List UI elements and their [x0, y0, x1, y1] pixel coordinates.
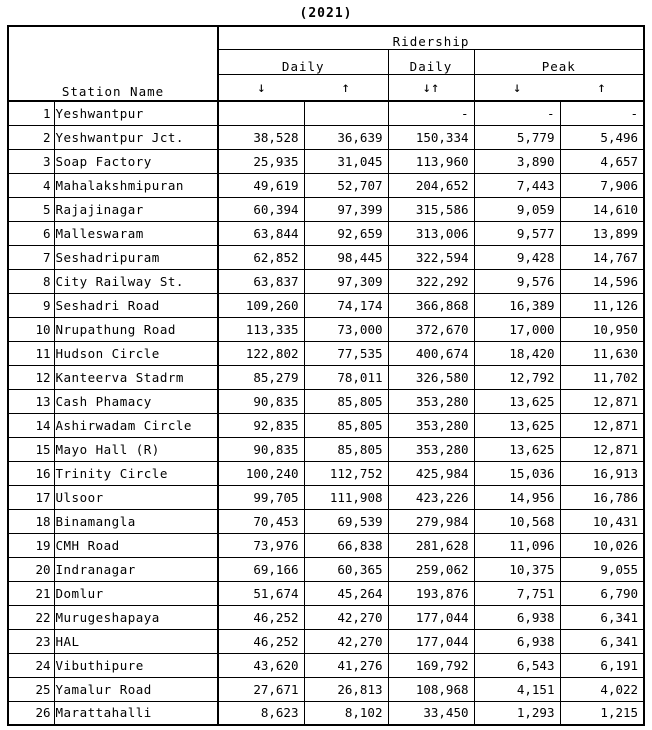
table-row: [8, 365, 644, 389]
peak-up-value: 6,191: [560, 653, 644, 677]
daily-total-header: Daily: [388, 50, 474, 75]
station-name: HAL: [54, 629, 218, 653]
peak-down-value: 14,956: [474, 485, 560, 509]
table-row: [8, 533, 644, 557]
row-number: 20: [8, 557, 54, 581]
station-name: Seshadri Road: [54, 293, 218, 317]
peak-up-value: 13,899: [560, 221, 644, 245]
daily-up-value: 111,908: [304, 485, 388, 509]
peak-down-value: 6,938: [474, 629, 560, 653]
table-row: [8, 509, 644, 533]
peak-down-value: 6,938: [474, 605, 560, 629]
row-number: 16: [8, 461, 54, 485]
station-name: Hudson Circle: [54, 341, 218, 365]
daily-up-value: 92,659: [304, 221, 388, 245]
station-name: Vibuthipure: [54, 653, 218, 677]
daily-down-value: 25,935: [218, 149, 304, 173]
peak-up-value: 11,126: [560, 293, 644, 317]
table-row: [8, 389, 644, 413]
daily-total-value: 193,876: [388, 581, 474, 605]
station-name: Malleswaram: [54, 221, 218, 245]
peak-down-value: 15,036: [474, 461, 560, 485]
station-name: Yeshwantpur Jct.: [54, 125, 218, 149]
daily-down-arrow-icon: ↓: [218, 75, 304, 102]
daily-total-value: 423,226: [388, 485, 474, 509]
row-number: 19: [8, 533, 54, 557]
daily-down-value: 69,166: [218, 557, 304, 581]
row-number: 10: [8, 317, 54, 341]
row-number: 5: [8, 197, 54, 221]
daily-down-value: 100,240: [218, 461, 304, 485]
peak-up-value: 11,702: [560, 365, 644, 389]
row-number: 7: [8, 245, 54, 269]
peak-down-value: 13,625: [474, 389, 560, 413]
daily-up-value: 78,011: [304, 365, 388, 389]
peak-up-value: 9,055: [560, 557, 644, 581]
peak-down-value: 10,568: [474, 509, 560, 533]
table-row: [8, 413, 644, 437]
daily-total-value: 366,868: [388, 293, 474, 317]
daily-up-value: 85,805: [304, 389, 388, 413]
peak-down-value: 7,751: [474, 581, 560, 605]
table-row: [8, 125, 644, 149]
peak-up-value: 12,871: [560, 413, 644, 437]
daily-up-value: 26,813: [304, 677, 388, 701]
peak-up-value: 10,431: [560, 509, 644, 533]
peak-up-value: 14,767: [560, 245, 644, 269]
daily-total-value: 177,044: [388, 629, 474, 653]
daily-up-value: 42,270: [304, 629, 388, 653]
daily-up-value: 73,000: [304, 317, 388, 341]
row-number: 11: [8, 341, 54, 365]
daily-down-value: 90,835: [218, 437, 304, 461]
station-name: Marattahalli: [54, 701, 218, 725]
peak-up-value: 7,906: [560, 173, 644, 197]
peak-down-value: 9,576: [474, 269, 560, 293]
daily-up-value: 112,752: [304, 461, 388, 485]
peak-down-value: 3,890: [474, 149, 560, 173]
daily-down-value: 49,619: [218, 173, 304, 197]
peak-up-value: 5,496: [560, 125, 644, 149]
daily-down-value: 43,620: [218, 653, 304, 677]
table-row: [8, 605, 644, 629]
daily-total-value: 322,292: [388, 269, 474, 293]
daily-down-value: 46,252: [218, 629, 304, 653]
daily-up-value: 98,445: [304, 245, 388, 269]
table-row: [8, 173, 644, 197]
station-name-header: Station Name: [8, 26, 218, 101]
station-name: City Railway St.: [54, 269, 218, 293]
daily-up-value: 97,309: [304, 269, 388, 293]
row-number: 8: [8, 269, 54, 293]
daily-up-value: 31,045: [304, 149, 388, 173]
row-number: 26: [8, 701, 54, 725]
row-number: 23: [8, 629, 54, 653]
daily-down-value: [218, 101, 304, 125]
row-number: 21: [8, 581, 54, 605]
daily-total-value: 33,450: [388, 701, 474, 725]
table-row: [8, 653, 644, 677]
table-row: [8, 629, 644, 653]
station-name: Domlur: [54, 581, 218, 605]
table-row: [8, 677, 644, 701]
daily-total-value: 169,792: [388, 653, 474, 677]
peak-up-value: 14,610: [560, 197, 644, 221]
row-number: 4: [8, 173, 54, 197]
daily-down-value: 8,623: [218, 701, 304, 725]
station-name: Rajajinagar: [54, 197, 218, 221]
daily-down-value: 90,835: [218, 389, 304, 413]
peak-down-value: -: [474, 101, 560, 125]
daily-both-arrows-icon: ↓↑: [388, 75, 474, 102]
daily-up-value: 74,174: [304, 293, 388, 317]
daily-down-value: 63,844: [218, 221, 304, 245]
peak-up-value: 4,022: [560, 677, 644, 701]
daily-down-value: 122,802: [218, 341, 304, 365]
table-row: [8, 245, 644, 269]
station-name: Soap Factory: [54, 149, 218, 173]
peak-up-value: -: [560, 101, 644, 125]
station-name: Murugeshapaya: [54, 605, 218, 629]
table-row: [8, 437, 644, 461]
peak-down-value: 13,625: [474, 413, 560, 437]
peak-up-value: 10,026: [560, 533, 644, 557]
daily-total-value: 313,006: [388, 221, 474, 245]
daily-total-value: 353,280: [388, 413, 474, 437]
station-name: Mayo Hall (R): [54, 437, 218, 461]
daily-up-value: [304, 101, 388, 125]
daily-up-value: 8,102: [304, 701, 388, 725]
table-row: [8, 293, 644, 317]
station-name: Trinity Circle: [54, 461, 218, 485]
peak-down-value: 10,375: [474, 557, 560, 581]
daily-total-value: 113,960: [388, 149, 474, 173]
daily-down-value: 85,279: [218, 365, 304, 389]
daily-down-value: 99,705: [218, 485, 304, 509]
daily-total-value: 326,580: [388, 365, 474, 389]
table-caption: (2021): [299, 6, 353, 21]
table-body: [8, 101, 644, 725]
station-name: Nrupathung Road: [54, 317, 218, 341]
daily-down-value: 113,335: [218, 317, 304, 341]
daily-total-value: 108,968: [388, 677, 474, 701]
daily-total-value: 150,334: [388, 125, 474, 149]
ridership-table: [7, 25, 645, 726]
table-row: [8, 317, 644, 341]
peak-up-value: 1,215: [560, 701, 644, 725]
table-row: [8, 581, 644, 605]
table-row: [8, 461, 644, 485]
peak-header: Peak: [474, 50, 644, 75]
station-name: Binamangla: [54, 509, 218, 533]
ridership-header: Ridership: [218, 26, 644, 50]
daily-total-value: 279,984: [388, 509, 474, 533]
row-number: 18: [8, 509, 54, 533]
peak-up-value: 14,596: [560, 269, 644, 293]
daily-up-value: 85,805: [304, 437, 388, 461]
station-name: Ashirwadam Circle: [54, 413, 218, 437]
peak-down-value: 6,543: [474, 653, 560, 677]
daily-total-value: -: [388, 101, 474, 125]
table-row: [8, 701, 644, 725]
peak-down-value: 11,096: [474, 533, 560, 557]
daily-up-value: 85,805: [304, 413, 388, 437]
daily-total-value: 353,280: [388, 389, 474, 413]
station-name: CMH Road: [54, 533, 218, 557]
station-name: Ulsoor: [54, 485, 218, 509]
daily-down-value: 38,528: [218, 125, 304, 149]
peak-down-value: 1,293: [474, 701, 560, 725]
daily-total-value: 177,044: [388, 605, 474, 629]
table-row: [8, 485, 644, 509]
table-row: [8, 341, 644, 365]
peak-down-value: 16,389: [474, 293, 560, 317]
daily-down-value: 92,835: [218, 413, 304, 437]
daily-down-value: 109,260: [218, 293, 304, 317]
table-header: [8, 26, 644, 101]
daily-up-value: 45,264: [304, 581, 388, 605]
daily-total-value: 281,628: [388, 533, 474, 557]
row-number: 25: [8, 677, 54, 701]
daily-up-value: 77,535: [304, 341, 388, 365]
row-number: 14: [8, 413, 54, 437]
peak-down-value: 9,428: [474, 245, 560, 269]
daily-directional-header: Daily: [218, 50, 388, 75]
peak-up-value: 12,871: [560, 437, 644, 461]
daily-total-value: 204,652: [388, 173, 474, 197]
row-number: 2: [8, 125, 54, 149]
peak-up-value: 4,657: [560, 149, 644, 173]
peak-down-value: 5,779: [474, 125, 560, 149]
row-number: 12: [8, 365, 54, 389]
station-name: Mahalakshmipuran: [54, 173, 218, 197]
daily-total-value: 425,984: [388, 461, 474, 485]
daily-total-value: 372,670: [388, 317, 474, 341]
daily-up-arrow-icon: ↑: [304, 75, 388, 102]
row-number: 17: [8, 485, 54, 509]
station-name: Yeshwantpur: [54, 101, 218, 125]
table-row: [8, 221, 644, 245]
peak-down-arrow-icon: ↓: [474, 75, 560, 102]
station-name: Yamalur Road: [54, 677, 218, 701]
daily-up-value: 52,707: [304, 173, 388, 197]
peak-up-arrow-icon: ↑: [560, 75, 644, 102]
table-row: [8, 197, 644, 221]
peak-down-value: 9,059: [474, 197, 560, 221]
station-name: Cash Phamacy: [54, 389, 218, 413]
table-row: [8, 101, 644, 125]
row-number: 9: [8, 293, 54, 317]
peak-down-value: 12,792: [474, 365, 560, 389]
daily-total-value: 322,594: [388, 245, 474, 269]
daily-up-value: 42,270: [304, 605, 388, 629]
daily-down-value: 63,837: [218, 269, 304, 293]
station-name: Seshadripuram: [54, 245, 218, 269]
row-number: 1: [8, 101, 54, 125]
row-number: 13: [8, 389, 54, 413]
daily-down-value: 51,674: [218, 581, 304, 605]
peak-down-value: 4,151: [474, 677, 560, 701]
peak-up-value: 6,341: [560, 629, 644, 653]
peak-up-value: 11,630: [560, 341, 644, 365]
daily-up-value: 60,365: [304, 557, 388, 581]
station-name: Indranagar: [54, 557, 218, 581]
daily-up-value: 97,399: [304, 197, 388, 221]
daily-total-value: 315,586: [388, 197, 474, 221]
daily-up-value: 69,539: [304, 509, 388, 533]
station-name: Kanteerva Stadrm: [54, 365, 218, 389]
row-number: 24: [8, 653, 54, 677]
daily-down-value: 27,671: [218, 677, 304, 701]
daily-total-value: 353,280: [388, 437, 474, 461]
peak-up-value: 12,871: [560, 389, 644, 413]
daily-down-value: 73,976: [218, 533, 304, 557]
daily-up-value: 41,276: [304, 653, 388, 677]
table-row: [8, 557, 644, 581]
peak-down-value: 17,000: [474, 317, 560, 341]
row-number: 15: [8, 437, 54, 461]
row-number: 22: [8, 605, 54, 629]
peak-up-value: 16,786: [560, 485, 644, 509]
daily-up-value: 36,639: [304, 125, 388, 149]
daily-down-value: 46,252: [218, 605, 304, 629]
peak-up-value: 6,341: [560, 605, 644, 629]
table-row: [8, 149, 644, 173]
row-number: 6: [8, 221, 54, 245]
daily-total-value: 400,674: [388, 341, 474, 365]
peak-down-value: 18,420: [474, 341, 560, 365]
row-number: 3: [8, 149, 54, 173]
daily-up-value: 66,838: [304, 533, 388, 557]
daily-total-value: 259,062: [388, 557, 474, 581]
peak-down-value: 9,577: [474, 221, 560, 245]
daily-down-value: 62,852: [218, 245, 304, 269]
table-row: [8, 269, 644, 293]
peak-up-value: 10,950: [560, 317, 644, 341]
peak-up-value: 6,790: [560, 581, 644, 605]
daily-down-value: 60,394: [218, 197, 304, 221]
peak-down-value: 7,443: [474, 173, 560, 197]
peak-down-value: 13,625: [474, 437, 560, 461]
daily-down-value: 70,453: [218, 509, 304, 533]
peak-up-value: 16,913: [560, 461, 644, 485]
